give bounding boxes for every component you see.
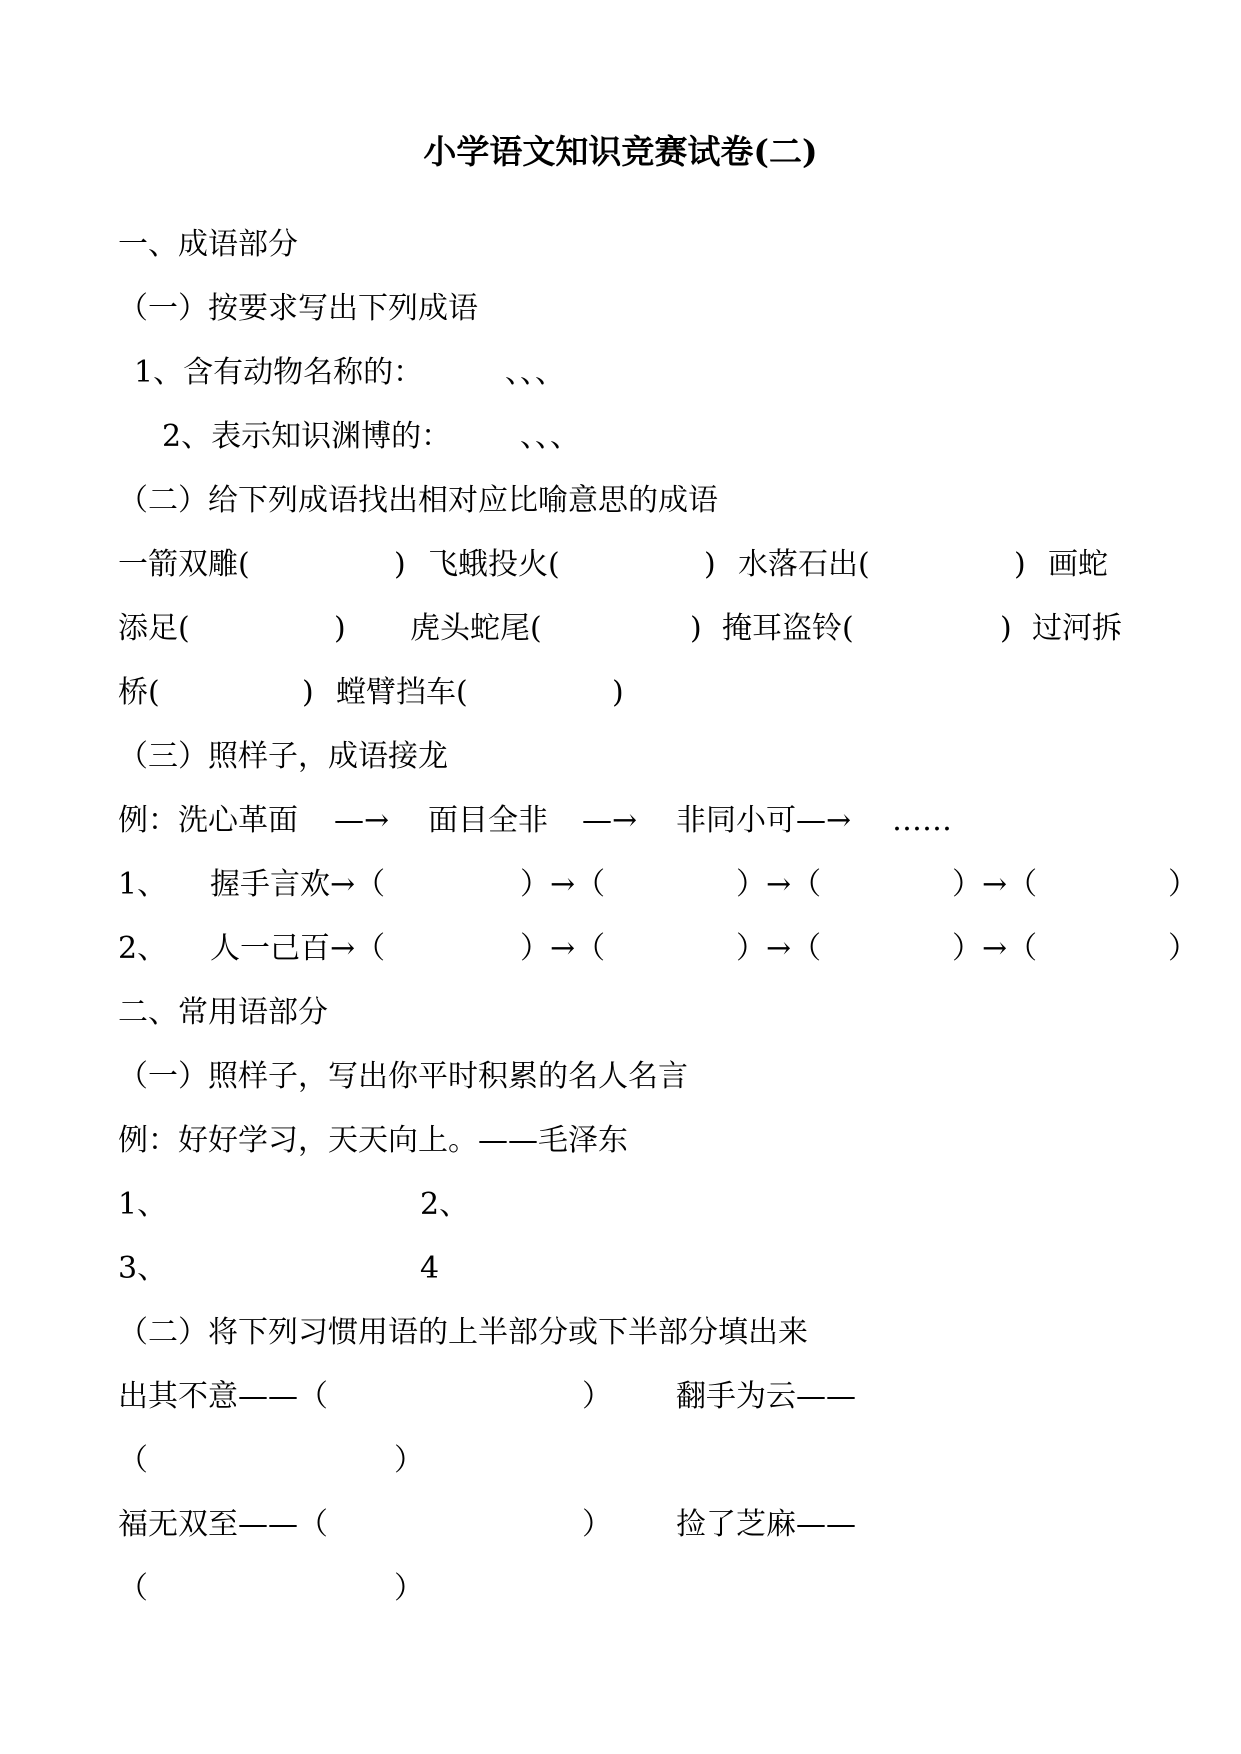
chain-2-end: ） [1168, 931, 1198, 966]
idiom-8: 螳臂挡车( [336, 675, 468, 710]
q2-marks: 、、、 [520, 419, 580, 454]
idiom-8-close: ) [612, 675, 624, 710]
quote-4-number: 4 [420, 1251, 440, 1286]
phrase-3-close: ） [582, 1507, 612, 1542]
phrase-1-close: ） [582, 1379, 612, 1414]
q2-label: 2、表示知识渊博的： [162, 419, 452, 454]
idiom-1: 一箭双雕( [118, 547, 250, 582]
idiom-7-part-a: 过河拆 [1032, 611, 1122, 646]
idiom-4-part-b: 添足( [118, 611, 190, 646]
quote-3-number: 3、 [118, 1251, 168, 1286]
idiom-4-part-a: 画蛇 [1048, 547, 1108, 582]
phrase-1: 出其不意——（ [118, 1379, 328, 1414]
idiom-5-close: ) [690, 611, 702, 646]
idiom-3: 水落石出( [738, 547, 870, 582]
phrase-2-close: ） [394, 1443, 424, 1478]
chain-2-seg-1: ）→（ [520, 931, 606, 966]
phrase-4-open: （ [118, 1571, 148, 1606]
phrase-2: 翻手为云—— [676, 1379, 856, 1414]
idiom-7-close: ) [302, 675, 314, 710]
chain-1-number: 1、 [118, 867, 168, 902]
chain-2-seg-3: ）→（ [952, 931, 1038, 966]
chain-1-seg-2: ）→（ [736, 867, 822, 902]
idiom-2-close: ) [704, 547, 716, 582]
phrase-4-close: ） [394, 1571, 424, 1606]
part1-heading: （一）按要求写出下列成语 [118, 291, 478, 326]
quotes-heading: （一）照样子，写出你平时积累的名人名言 [118, 1059, 688, 1094]
chain-1-seg-1: ）→（ [520, 867, 606, 902]
part3-heading: （三）照样子，成语接龙 [118, 739, 448, 774]
q1-marks: 、、、 [505, 355, 565, 390]
example-word-2: 面目全非 [428, 803, 548, 838]
idiom-2: 飞蛾投火( [428, 547, 560, 582]
q1-label: 1、含有动物名称的： [134, 355, 424, 390]
quote-1-number: 1、 [118, 1187, 168, 1222]
example-arrow-2: —→ [582, 803, 638, 838]
section1-heading: 一、成语部分 [118, 227, 298, 262]
idiom-5: 虎头蛇尾( [410, 611, 542, 646]
phrase-3: 福无双至——（ [118, 1507, 328, 1542]
phrase-2-open: （ [118, 1443, 148, 1478]
idiom-3-close: ) [1014, 547, 1026, 582]
idiom-4-close: ) [334, 611, 346, 646]
example-arrow-1: —→ [334, 803, 390, 838]
chain-1-seg-3: ）→（ [952, 867, 1038, 902]
quote-2-number: 2、 [420, 1187, 470, 1222]
idiom-7-part-b: 桥( [118, 675, 160, 710]
idiom-1-close: ) [394, 547, 406, 582]
chain-1-word: 握手言欢→（ [210, 867, 386, 902]
chain-2-number: 2、 [118, 931, 168, 966]
chain-2-seg-2: ）→（ [736, 931, 822, 966]
chain-2-word: 人一己百→（ [210, 931, 386, 966]
phrase-4: 捡了芝麻—— [676, 1507, 856, 1542]
section2-heading: 二、常用语部分 [118, 995, 328, 1030]
phrases-heading: （二）将下列习惯用语的上半部分或下半部分填出来 [118, 1315, 808, 1350]
part2-heading: （二）给下列成语找出相对应比喻意思的成语 [118, 483, 718, 518]
idiom-6: 掩耳盗铃( [722, 611, 854, 646]
page-title: 小学语文知识竞赛试卷(二) [423, 132, 818, 171]
chain-1-end: ） [1168, 867, 1198, 902]
example-label: 例：洗心革面 [118, 803, 298, 838]
quotes-example: 例：好好学习，天天向上。——毛泽东 [118, 1123, 628, 1158]
idiom-6-close: ) [1000, 611, 1012, 646]
example-dots: …… [892, 803, 952, 838]
example-word-3: 非同小可—→ [676, 803, 852, 838]
